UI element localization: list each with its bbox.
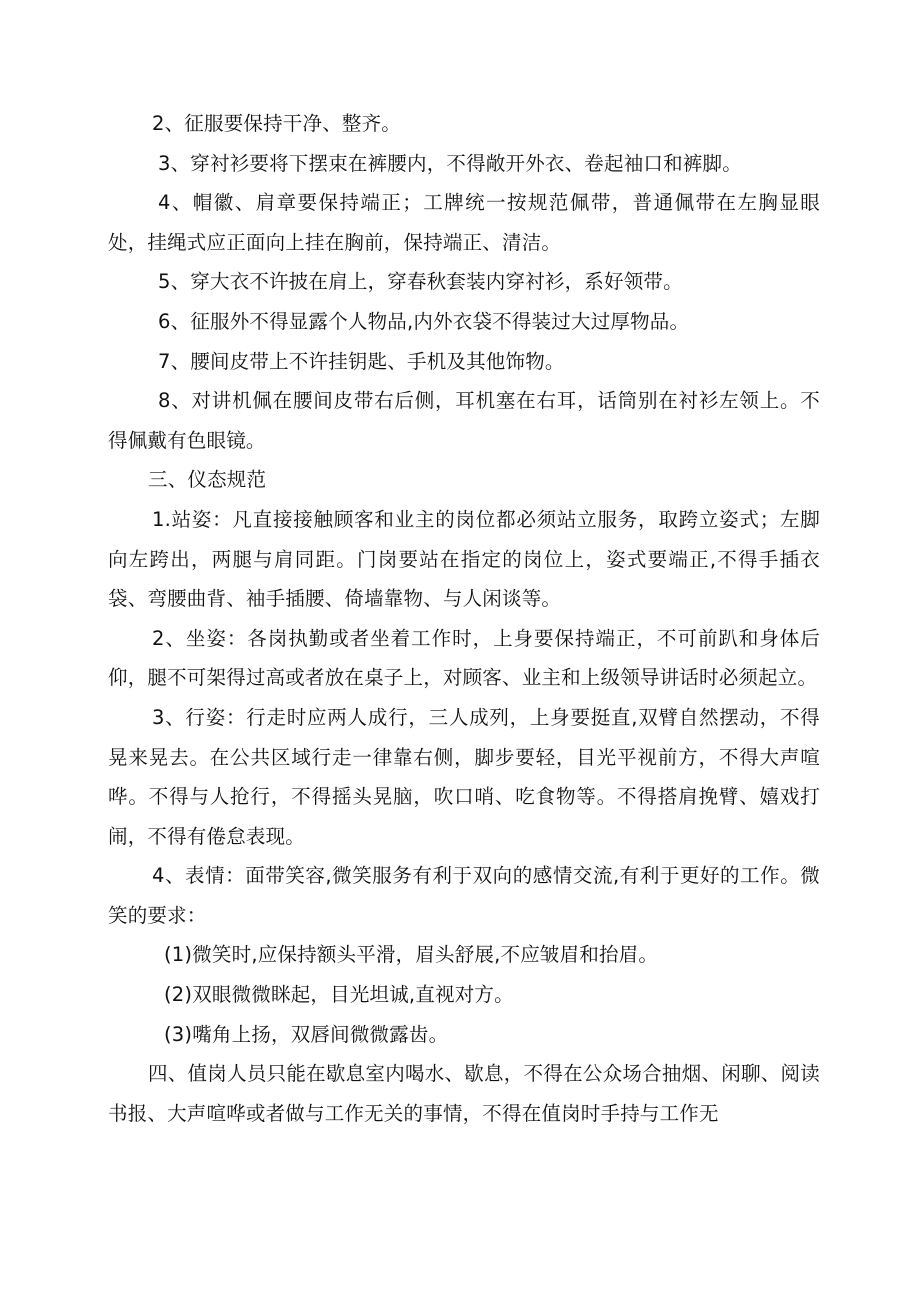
section-heading-posture: 三、仪态规范: [148, 468, 267, 492]
paragraph-sitting: 2、坐姿：各岗执勤或者坐着工作时，上身要保持端正，不可前趴和身体后仰，腿不可架得过高或者放在桌子上，对顾客、业主和上级领导讲话时必须起立。: [108, 626, 820, 690]
document-body: [108, 104, 820, 1133]
section-heading-duty: 四、值岗人员只能在歇息室内喝水、歇息，不得在公众场合抽烟、闲聊、阅读书报、大声喧哗或者做与工作无关的事情，不得在值岗时手持与工作无: [108, 1062, 820, 1125]
list-item-smile-3: (3)嘴角上扬，双唇间微微露齿。: [164, 1022, 449, 1046]
paragraph-walking: 3、行姿：行走时应两人成行，三人成列，上身要挺直,双臂自然摆动，不得晃来晃去。在公共区域行走一律靠右侧，脚步要轻，目光平视前方，不得大声喧哗。不得与人抢行，不得摇头晃脑，吹口哨、吃食物等。不得搭肩挽臂、嬉戏打闹，不得有倦怠表现。: [108, 705, 820, 848]
paragraph-personal-items: 6、征服外不得显露个人物品,内外衣袋不得装过大过厚物品。: [158, 309, 690, 333]
paragraph-cap-badge: 4、帽徽、肩章要保持端正；工牌统一按规范佩带，普通佩带在左胸显眼处，挂绳式应正面向上挂在胸前，保持端正、清洁。: [108, 191, 820, 254]
list-item-smile-2: (2)双眼微微眯起，目光坦诚,直视对方。: [164, 983, 514, 1007]
paragraph-coat: 5、穿大衣不许披在肩上，穿春秋套装内穿衬衫，系好领带。: [158, 270, 683, 294]
paragraph-expression: 4、表情：面带笑容,微笑服务有利于双向的感情交流,有利于更好的工作。微笑的要求：: [108, 864, 820, 927]
paragraph-radio: 8、对讲机佩在腰间皮带右后侧，耳机塞在右耳，话筒别在衬衫左领上。不得佩戴有色眼镜。: [108, 389, 820, 452]
paragraph-uniform-clean: 2、征服要保持干净、整齐。: [152, 112, 402, 135]
paragraph-belt: 7、腰间皮带上不许挂钥匙、手机及其他饰物。: [158, 349, 565, 373]
paragraph-shirt-tuck: 3、穿衬衫要将下摆束在裤腰内，不得敞开外衣、卷起袖口和裤脚。: [158, 151, 742, 175]
list-item-smile-1: (1)微笑时,应保持额头平滑，眉头舒展,不应皱眉和抬眉。: [164, 943, 659, 967]
paragraph-standing: 1.站姿：凡直接接触顾客和业主的岗位都必须站立服务，取跨立姿式；左脚向左跨出，两腿与肩同距。门岗要站在指定的岗位上，姿式要端正,不得手插衣袋、弯腰曲背、袖手插腰、倚墙靠物、与人闲谈等。: [108, 507, 820, 611]
